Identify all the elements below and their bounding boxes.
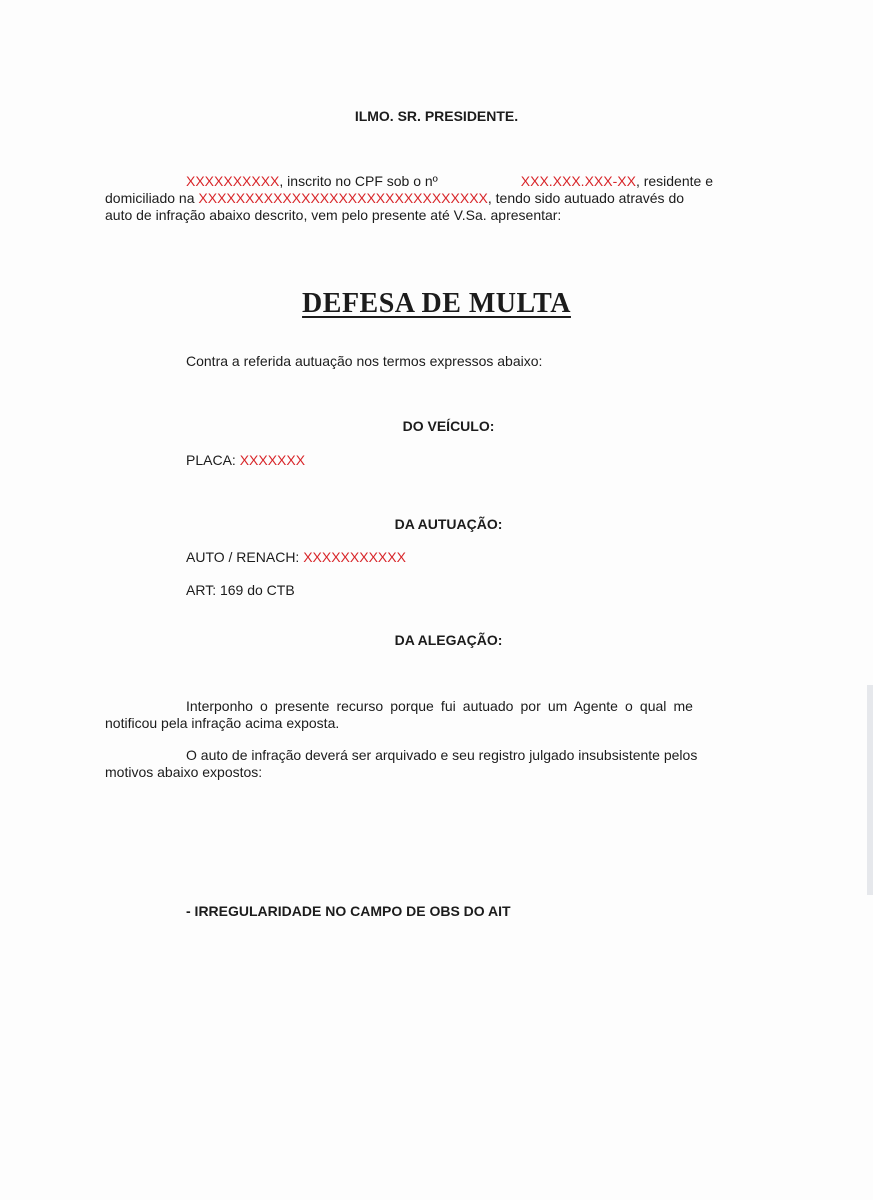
plate-label: PLACA: xyxy=(186,452,236,468)
allegation-p1-line-1-text: Interponho o presente recurso porque fui autuado por um Agente o qual me xyxy=(186,698,693,714)
domicile-label: domiciliado na xyxy=(105,190,195,206)
irregularity-heading xyxy=(186,903,511,920)
allegation-p2-line-1 xyxy=(105,747,713,764)
irregularity-text: - IRREGULARIDADE NO CAMPO DE OBS DO AIT xyxy=(186,903,511,919)
cpf-placeholder: XXX.XXX.XXX-XX xyxy=(520,173,636,189)
intro-line-1-name-group xyxy=(186,173,438,190)
infraction-text: , tendo sido autuado através do xyxy=(487,190,685,206)
vehicle-heading xyxy=(0,418,873,435)
document-title-text: DEFESA DE MULTA xyxy=(302,288,571,319)
salutation xyxy=(0,108,873,125)
auto-label: AUTO / RENACH: xyxy=(186,549,300,565)
allegation-p2-line-1-text: O auto de infração deverá ser arquivado e seu registro julgado insubsistente pelos xyxy=(186,747,698,763)
allegation-p2-line-2: motivos abaixo expostos: xyxy=(105,764,263,780)
allegation-paragraph-1 xyxy=(105,698,713,732)
salutation-text: ILMO. SR. PRESIDENTE. xyxy=(354,108,519,124)
plate-line xyxy=(186,452,305,469)
intro-line-2 xyxy=(105,190,713,207)
vehicle-heading-text: DO VEÍCULO: xyxy=(402,418,495,434)
intro-line-1-cpf-group xyxy=(521,173,713,190)
article-line xyxy=(186,582,295,599)
intro-line-1 xyxy=(105,173,713,190)
allegation-heading xyxy=(0,632,873,649)
allegation-paragraph-2 xyxy=(105,747,713,781)
scan-edge-artifact xyxy=(867,685,873,895)
document-title xyxy=(0,288,873,320)
auto-placeholder: XXXXXXXXXXX xyxy=(303,549,406,565)
plate-placeholder: XXXXXXX xyxy=(239,452,306,468)
allegation-p1-line-1 xyxy=(105,698,713,715)
against-text-content: Contra a referida autuação nos termos expressos abaixo: xyxy=(186,353,543,369)
auto-line xyxy=(186,549,406,566)
citation-heading-text: DA AUTUAÇÃO: xyxy=(394,516,503,532)
citation-heading xyxy=(0,516,873,533)
residence-label: , residente e xyxy=(635,173,713,189)
cpf-label: , inscrito no CPF sob o nº xyxy=(279,173,438,189)
allegation-heading-text: DA ALEGAÇÃO: xyxy=(394,632,503,648)
address-placeholder: XXXXXXXXXXXXXXXXXXXXXXXXXXXXXXX xyxy=(198,190,488,206)
domicile-group xyxy=(105,190,684,207)
intro-line-3: auto de infração abaixo descrito, vem pelo presente até V.Sa. apresentar: xyxy=(105,207,562,223)
article-text: ART: 169 do CTB xyxy=(186,582,295,598)
against-text xyxy=(186,353,542,370)
allegation-p1-line-2: notificou pela infração acima exposta. xyxy=(105,715,340,731)
intro-paragraph xyxy=(105,173,713,224)
name-placeholder: XXXXXXXXXX xyxy=(186,173,280,189)
